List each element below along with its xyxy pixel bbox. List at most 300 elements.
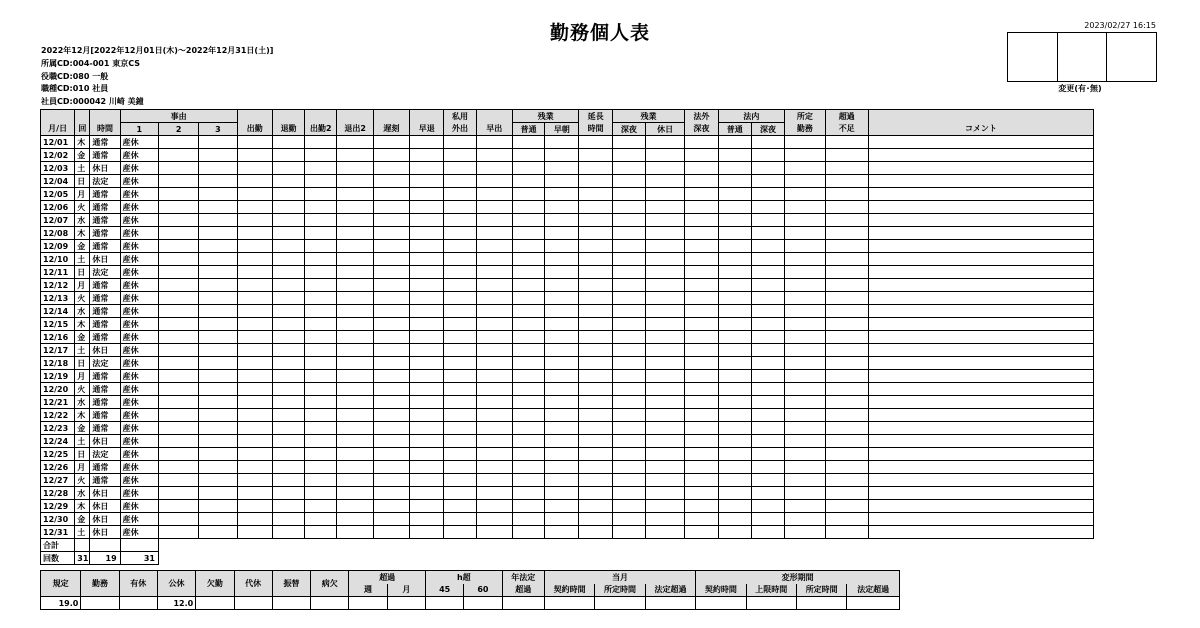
row-cell [158,357,198,370]
row-cell [718,331,751,344]
row-type: 通常 [90,461,120,474]
row-cell [199,422,237,435]
row-dow: 日 [75,357,90,370]
row-cell [685,305,718,318]
row-cell [685,396,718,409]
sum-val-legal-over [645,597,695,610]
row-reason-1: 産休 [120,344,158,357]
row-cell [612,357,645,370]
table-row [41,383,1094,396]
row-cell [545,318,579,331]
summary-header-top [41,571,900,584]
table-row [41,292,1094,305]
row-cell [579,331,612,344]
row-cell [410,409,444,422]
row-cell [612,201,645,214]
row-cell [825,513,868,526]
row-cell [579,383,612,396]
row-cell [272,357,304,370]
row-cell [444,175,476,188]
row-cell [718,513,751,526]
row-cell [785,162,825,175]
row-cell [410,175,444,188]
row-cell [685,162,718,175]
row-cell [825,175,868,188]
row-cell [410,396,444,409]
row-cell [825,435,868,448]
row-cell [199,188,237,201]
row-cell [305,422,337,435]
row-cell [579,461,612,474]
row-cell [612,188,645,201]
row-cell [512,201,544,214]
row-cell [272,487,304,500]
row-dow: 火 [75,201,90,214]
row-cell [305,201,337,214]
row-dow: 水 [75,487,90,500]
header-extension: 延長 [579,110,612,123]
row-cell [272,396,304,409]
row-cell [305,162,337,175]
row-cell [373,396,409,409]
row-reason-1: 産休 [120,357,158,370]
row-cell [410,513,444,526]
row-type: 通常 [90,305,120,318]
row-date: 12/01 [41,136,75,149]
row-dow: 木 [75,409,90,422]
row-cell [685,422,718,435]
row-date: 12/29 [41,500,75,513]
sum-val-week [349,597,387,610]
row-cell [272,474,304,487]
row-cell [751,409,784,422]
totals-section [41,539,1094,565]
row-cell [512,149,544,162]
row-cell [685,500,718,513]
row-cell [751,513,784,526]
row-cell [305,500,337,513]
row-cell [444,149,476,162]
row-cell [337,266,373,279]
row-cell [272,253,304,266]
row-cell [825,201,868,214]
row-cell [785,383,825,396]
row-dow: 火 [75,383,90,396]
row-cell [410,474,444,487]
sum-col-regular: 規定 [41,571,81,597]
row-cell [337,357,373,370]
row-reason-1: 産休 [120,253,158,266]
row-cell [444,370,476,383]
col-ext-time: 時間 [579,123,612,136]
totals-label: 合計 [41,539,75,552]
row-cell [751,487,784,500]
row-comment [868,409,1093,422]
row-cell [785,175,825,188]
row-cell [718,435,751,448]
row-cell [685,344,718,357]
row-cell [646,513,685,526]
table-row [41,370,1094,383]
row-cell [373,409,409,422]
row-cell [444,448,476,461]
row-cell [199,461,237,474]
row-cell [612,344,645,357]
row-reason-1: 産休 [120,201,158,214]
row-cell [685,214,718,227]
row-type: 通常 [90,422,120,435]
table-row [41,487,1094,500]
row-type: 休日 [90,344,120,357]
row-cell [199,292,237,305]
row-date: 12/18 [41,357,75,370]
row-cell [237,396,272,409]
row-cell [158,175,198,188]
row-cell [199,253,237,266]
row-cell [825,136,868,149]
row-cell [785,448,825,461]
row-reason-1: 産休 [120,266,158,279]
sum-val-regular: 19.0 [41,597,81,610]
header-overtime: 残業 [512,110,579,123]
row-cell [199,227,237,240]
sum-col-week: 週 [349,584,387,597]
sum-col-transfer: 振替 [272,571,310,597]
row-cell [237,227,272,240]
row-cell [612,474,645,487]
sum-col-absent: 欠勤 [196,571,234,597]
row-cell [751,253,784,266]
col-out-2: 退出2 [337,123,373,136]
row-cell [785,188,825,201]
row-comment [868,487,1093,500]
row-cell [199,474,237,487]
row-cell [199,500,237,513]
sum-val-irr-legal-over [847,597,900,610]
row-cell [237,461,272,474]
row-type: 休日 [90,526,120,539]
sum-col-work: 勤務 [81,571,119,597]
row-cell [579,357,612,370]
row-cell [512,409,544,422]
row-dow: 金 [75,149,90,162]
row-cell [685,526,718,539]
row-cell [272,370,304,383]
row-reason-1: 産休 [120,513,158,526]
row-cell [685,188,718,201]
row-cell [751,240,784,253]
row-cell [199,357,237,370]
row-cell [785,305,825,318]
row-reason-1: 産休 [120,175,158,188]
row-cell [476,149,512,162]
row-cell [579,487,612,500]
sum-col-irr-limit: 上限時間 [746,584,796,597]
row-cell [612,318,645,331]
row-cell [512,175,544,188]
row-cell [718,162,751,175]
row-cell [373,292,409,305]
row-cell [685,331,718,344]
row-date: 12/19 [41,370,75,383]
row-cell [272,214,304,227]
row-date: 12/15 [41,318,75,331]
row-cell [646,474,685,487]
row-comment [868,422,1093,435]
row-cell [476,214,512,227]
row-cell [751,188,784,201]
row-cell [685,487,718,500]
row-cell [305,344,337,357]
table-row [41,214,1094,227]
row-cell [444,500,476,513]
row-cell [444,201,476,214]
row-cell [476,422,512,435]
row-type: 通常 [90,136,120,149]
row-cell [410,214,444,227]
row-cell [751,201,784,214]
row-cell [512,513,544,526]
row-cell [337,396,373,409]
row-cell [545,227,579,240]
row-dow: 木 [75,318,90,331]
row-cell [410,149,444,162]
row-comment [868,279,1093,292]
row-date: 12/17 [41,344,75,357]
row-cell [579,240,612,253]
row-cell [785,318,825,331]
row-cell [751,474,784,487]
sum-val-public: 12.0 [157,597,195,610]
row-cell [373,214,409,227]
row-cell [373,305,409,318]
row-cell [512,474,544,487]
row-cell [476,461,512,474]
row-cell [718,266,751,279]
row-cell [785,344,825,357]
row-reason-1: 産休 [120,136,158,149]
row-cell [337,175,373,188]
row-cell [785,149,825,162]
row-type: 通常 [90,201,120,214]
row-cell [199,201,237,214]
row-cell [337,435,373,448]
row-cell [410,331,444,344]
row-cell [373,175,409,188]
row-cell [410,383,444,396]
row-type: 通常 [90,188,120,201]
row-type: 通常 [90,331,120,344]
row-cell [685,448,718,461]
row-type: 法定 [90,266,120,279]
row-cell [272,461,304,474]
row-comment [868,149,1093,162]
sum-val-transfer [272,597,310,610]
row-cell [685,409,718,422]
row-cell [337,448,373,461]
row-cell [612,214,645,227]
row-cell [337,318,373,331]
row-cell [373,227,409,240]
row-cell [410,318,444,331]
row-cell [410,136,444,149]
row-cell [825,487,868,500]
row-type: 通常 [90,370,120,383]
row-comment [868,305,1093,318]
row-cell [685,383,718,396]
row-cell [718,318,751,331]
row-reason-1: 産休 [120,409,158,422]
row-cell [646,487,685,500]
row-comment [868,266,1093,279]
row-cell [512,253,544,266]
row-cell [158,513,198,526]
row-cell [825,214,868,227]
table-row [41,305,1094,318]
row-cell [305,149,337,162]
row-cell [825,448,868,461]
row-cell [373,253,409,266]
row-date: 12/26 [41,461,75,474]
row-comment [868,500,1093,513]
row-cell [751,279,784,292]
row-dow: 土 [75,435,90,448]
table-row [41,461,1094,474]
row-cell [337,461,373,474]
row-cell [272,266,304,279]
row-cell [785,526,825,539]
row-cell [476,162,512,175]
row-date: 12/07 [41,214,75,227]
row-cell [579,162,612,175]
row-cell [410,448,444,461]
row-type: 法定 [90,357,120,370]
row-cell [579,227,612,240]
row-cell [476,292,512,305]
row-cell [476,396,512,409]
row-cell [272,500,304,513]
row-cell [545,461,579,474]
row-cell [785,461,825,474]
row-cell [373,487,409,500]
row-cell [272,331,304,344]
row-cell [718,474,751,487]
row-cell [612,331,645,344]
row-cell [612,409,645,422]
row-dow: 水 [75,305,90,318]
row-cell [237,526,272,539]
row-cell [646,448,685,461]
row-cell [685,253,718,266]
table-row [41,279,1094,292]
row-cell [476,305,512,318]
row-cell [751,305,784,318]
row-cell [199,279,237,292]
row-cell [272,279,304,292]
row-comment [868,318,1093,331]
row-cell [579,266,612,279]
row-cell [718,487,751,500]
row-cell [410,357,444,370]
col-ot-normal: 普通 [512,123,544,136]
row-cell [751,162,784,175]
row-cell [545,305,579,318]
change-note: 変更(有･無) [1058,84,1102,93]
table-row [41,357,1094,370]
row-cell [237,409,272,422]
row-cell [545,435,579,448]
row-type: 休日 [90,435,120,448]
row-cell [158,370,198,383]
row-cell [825,500,868,513]
row-cell [158,396,198,409]
row-type: 休日 [90,487,120,500]
row-cell [237,201,272,214]
table-row [41,240,1094,253]
row-cell [444,305,476,318]
row-dow: 土 [75,162,90,175]
row-comment [868,253,1093,266]
row-cell [545,136,579,149]
row-type: 通常 [90,279,120,292]
row-cell [545,370,579,383]
row-cell [646,240,685,253]
sum-col-sick: 病欠 [311,571,349,597]
row-cell [512,292,544,305]
row-cell [718,175,751,188]
row-cell [410,370,444,383]
row-cell [785,474,825,487]
row-cell [337,136,373,149]
table-row [41,266,1094,279]
sum-col-over: 超過 [349,571,426,584]
row-cell [373,136,409,149]
row-cell [272,201,304,214]
col-private-out: 外出 [444,123,476,136]
row-reason-1: 産休 [120,396,158,409]
row-cell [199,162,237,175]
row-reason-1: 産休 [120,526,158,539]
row-cell [718,409,751,422]
row-cell [512,305,544,318]
row-cell [410,188,444,201]
row-cell [545,474,579,487]
row-cell [646,253,685,266]
row-cell [512,227,544,240]
row-cell [237,305,272,318]
row-cell [579,526,612,539]
row-cell [272,305,304,318]
col-late: 遅刻 [373,123,409,136]
row-cell [373,162,409,175]
row-date: 12/28 [41,487,75,500]
row-cell [199,175,237,188]
row-cell [158,201,198,214]
row-cell [785,227,825,240]
row-cell [751,526,784,539]
row-type: 通常 [90,383,120,396]
row-cell [444,227,476,240]
row-cell [646,435,685,448]
row-cell [825,383,868,396]
row-cell [512,448,544,461]
row-cell [825,305,868,318]
row-comment [868,383,1093,396]
row-cell [718,279,751,292]
col-early-leave: 早退 [410,123,444,136]
row-dow: 月 [75,188,90,201]
row-cell [545,513,579,526]
